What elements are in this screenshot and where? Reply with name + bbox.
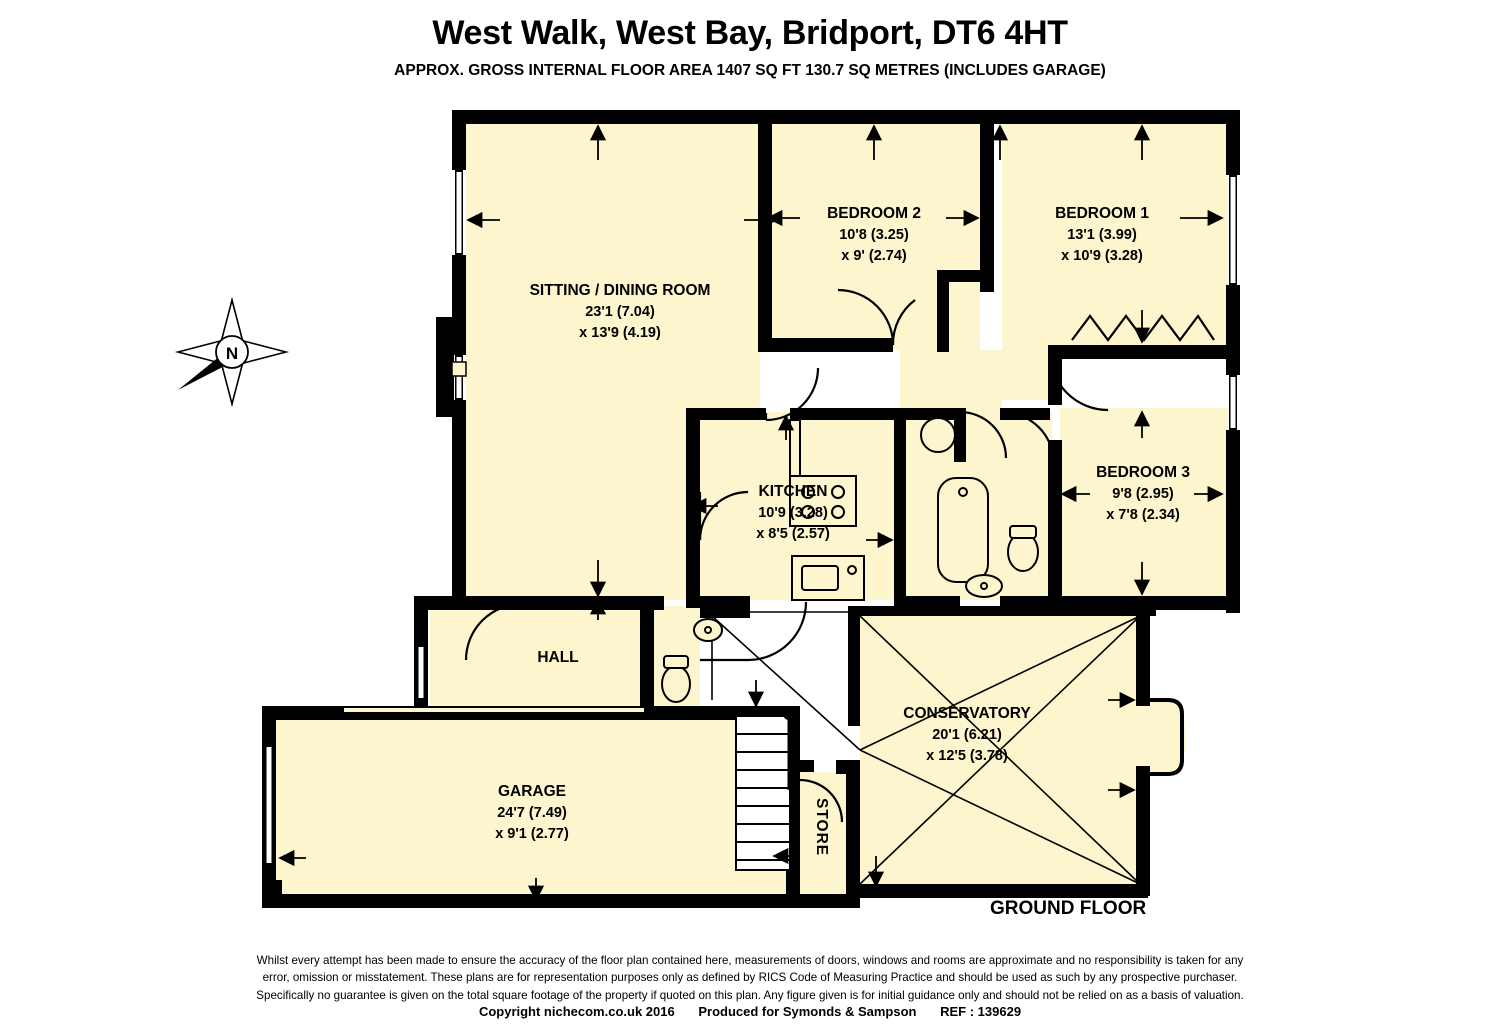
wall-sitting-bottom-nub <box>686 408 766 420</box>
room-name: KITCHEN <box>758 483 828 500</box>
disclaimer-line-1: Whilst every attempt has been made to ensure the accuracy of the floor plan contained here, measurements of doors, windows and rooms are approximate and no responsibility is taken for any <box>256 954 1244 967</box>
wall-sitting-right-lower <box>686 408 700 608</box>
window-right-1-glass <box>1231 177 1236 283</box>
room-dim-2: x 8'5 (2.57) <box>756 526 830 543</box>
page-title: West Walk, West Bay, Bridport, DT6 4HT <box>432 14 1068 52</box>
disclaimer-line-2: error, omission or misstatement. These plans are for representation purposes only as defined by RICS Code of Measuring Practice and should be used as such by any prospective purchaser. <box>262 971 1238 985</box>
wall-garage-pier <box>330 706 344 720</box>
room-name: SITTING / DINING ROOM <box>529 282 711 299</box>
wall-cons-top-b <box>856 606 1156 616</box>
reference-text: REF : 139629 <box>940 1004 1022 1019</box>
room-label-garage <box>432 781 632 846</box>
room-dim-1: 9'8 (2.95) <box>1112 486 1174 503</box>
room-name: BEDROOM 3 <box>1096 464 1190 481</box>
room-name: BEDROOM 1 <box>1055 205 1149 222</box>
door-swing-hall-cons <box>748 602 806 660</box>
bath-tub <box>938 478 988 582</box>
room-label-bedroom-2 <box>774 203 974 268</box>
wall-kitchen-bath <box>894 420 906 606</box>
compass-north-label: N <box>225 344 239 363</box>
room-dim-2: x 10'9 (3.28) <box>1061 248 1143 265</box>
cloak-wc-cistern <box>664 656 688 668</box>
wall-store-top-right <box>836 760 860 774</box>
wall-sitting-bed2 <box>758 122 772 350</box>
room-dim-2: x 9'1 (2.77) <box>495 826 569 843</box>
room-label-sitting-dining <box>495 280 745 345</box>
wall-bed2-bottom <box>758 338 893 352</box>
wall-bottom-left <box>414 596 664 610</box>
wall-top <box>452 110 1240 124</box>
wall-garage-bottom <box>262 894 858 908</box>
produced-for-text: Produced for Symonds & Sampson <box>698 1004 917 1019</box>
room-label-kitchen <box>700 481 886 546</box>
inner-hall-fill <box>900 350 1002 412</box>
wall-cupboard-side <box>937 270 949 352</box>
wall-right-b <box>1226 285 1240 375</box>
copyright-text: Copyright nichecom.co.uk 2016 <box>478 1004 675 1019</box>
window-left-1-glass <box>457 172 462 253</box>
wall-bed1-bottom <box>1060 345 1240 359</box>
wall-hall-right <box>640 606 654 718</box>
room-dim-1: 20'1 (6.21) <box>932 727 1002 744</box>
cloak-basin <box>694 619 722 641</box>
disclaimer-line-3: Specifically no guarantee is given on the total square footage of the property if quoted on this plan. Any figure given is for initial guidance only and should not be relied on as a basis of valuation. <box>256 988 1244 1002</box>
room-dim-1: 10'9 (3.28) <box>758 505 828 522</box>
bathroom-basin <box>921 418 955 452</box>
wall-left-c <box>452 400 466 610</box>
disclaimer <box>0 952 1500 1004</box>
stair-body <box>736 716 790 870</box>
room-dim-1: 13'1 (3.99) <box>1067 227 1137 244</box>
room-dim-1: 24'7 (7.49) <box>497 805 567 822</box>
room-label-bedroom-3 <box>1043 462 1243 527</box>
room-dim-1: 10'8 (3.25) <box>839 227 909 244</box>
wall-left-a <box>452 110 466 170</box>
wall-cons-right-a <box>1136 606 1150 706</box>
conservatory-bay-shape <box>1150 700 1182 774</box>
wall-bath-top-b <box>954 420 966 462</box>
room-name: CONSERVATORY <box>903 705 1031 722</box>
room-name: HALL <box>537 649 579 666</box>
room-label-hall <box>498 647 618 669</box>
room-name: GARAGE <box>497 783 567 800</box>
room-dim-2: x 13'9 (4.19) <box>579 325 661 342</box>
room-label-store: STORE <box>813 798 830 857</box>
room-name: BEDROOM 2 <box>827 205 921 222</box>
room-dim-1: 23'1 (7.04) <box>585 304 655 321</box>
wall-garage-corner <box>262 880 282 908</box>
garage-door-opening <box>344 708 644 712</box>
staircase <box>736 709 794 870</box>
left-wall-feature <box>452 362 466 376</box>
room-dim-2: x 9' (2.74) <box>841 248 907 265</box>
wall-bed2-bed1-a <box>980 122 994 182</box>
wall-kitchen-top <box>790 408 908 420</box>
shower-tray <box>966 575 1002 597</box>
kitchen-counter-run <box>790 420 800 476</box>
garage-window-glass <box>267 747 272 863</box>
copyright-line <box>0 1004 1500 1019</box>
wall-cons-bottom-b <box>1086 884 1148 898</box>
wall-cons-right-b <box>1136 766 1150 896</box>
room-label-bedroom-1 <box>1002 203 1202 268</box>
room-dim-2: x 7'8 (2.34) <box>1106 507 1180 524</box>
wall-left-b <box>452 255 466 355</box>
room-label-conservatory <box>860 703 1074 768</box>
wc-cistern <box>1010 526 1036 538</box>
window-right-2-glass <box>1231 377 1236 428</box>
compass-rose <box>178 300 286 404</box>
cloak-wc <box>662 666 690 702</box>
room-dim-2: x 12'5 (3.78) <box>926 748 1008 765</box>
floor-label: GROUND FLOOR <box>990 898 1147 919</box>
window-hall-glass <box>419 647 424 698</box>
conservatory-bay <box>1150 700 1182 774</box>
wall-cons-left <box>848 606 860 726</box>
wall-right-a <box>1226 110 1240 175</box>
floor-area-subtitle: APPROX. GROSS INTERNAL FLOOR AREA 1407 SQ FT 130.7 SQ METRES (INCLUDES GARAGE) <box>394 62 1106 79</box>
